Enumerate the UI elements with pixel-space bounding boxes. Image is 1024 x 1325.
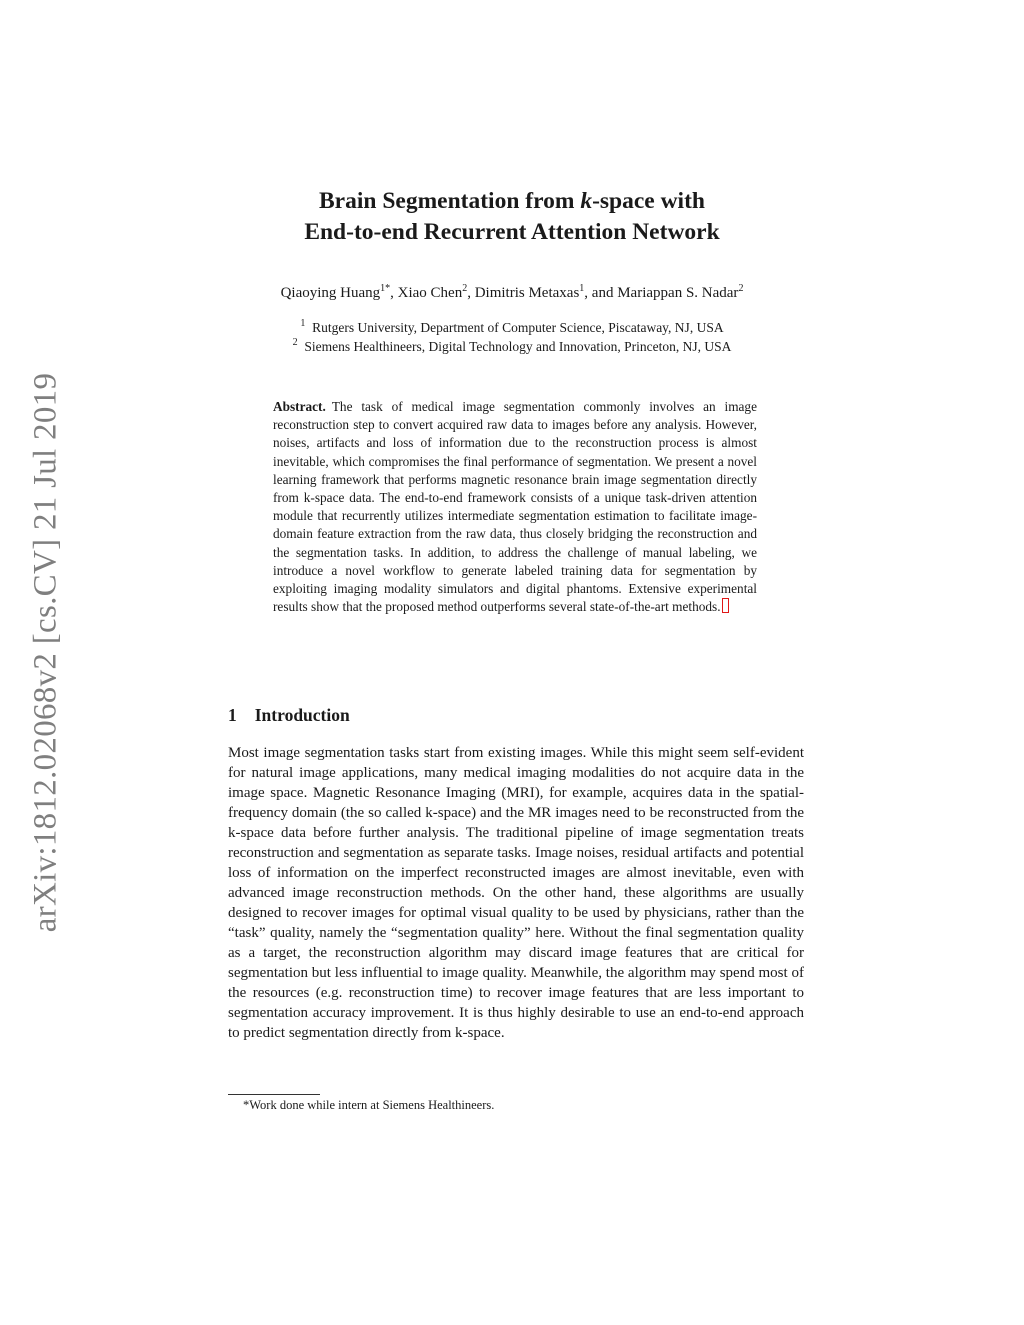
author-list: Qiaoying Huang$^{1*}$, Xiao Chen$^2$, Dimitris Metaxas$^1$, and Mariappan S. Nadar$^2$: [280, 283, 744, 301]
footnote: *Work done while intern at Siemens Healthineers.: [243, 1098, 495, 1112]
section-number: 1: [228, 705, 237, 725]
author: Xiao Chen$^2$: [397, 283, 468, 301]
arxiv-identifier-stamp: [26, 362, 66, 942]
title-line-1: Brain Segmentation from k-space with: [319, 188, 705, 214]
footnote-divider: [228, 1094, 320, 1095]
arxiv-identifier-text: arXiv:1812.02068v2 [cs.CV] 21 Jul 2019: [27, 372, 64, 932]
abstract-text: The task of medical image segmentation commonly involves an image reconstruction step to convert acquired raw data to images before any analysis. However, noises, artifacts and loss of information due to the reconstruction process is almost inevitable, which compromises the final performance of segmentation. We present a novel learning framework that performs magnetic resonance brain image segmentation directly from k-space data. The end-to-end framework consists of a unique task-driven attention module that recurrently utilizes intermediate segmentation estimation to facilitate image-domain feature extraction from the raw data, thus closely bridging the reconstruction and the segmentation tasks. In addition, to address the challenge of manual labeling, we introduce a novel workflow to generate labeled training data for segmentation by exploiting imaging modality simulators and digital phantoms. Extensive experimental results show that the proposed method outperforms several state-of-the-art methods.: [273, 399, 757, 615]
section-heading-introduction: [228, 704, 350, 726]
footnote-link-box[interactable]: [722, 598, 729, 613]
affiliation-1: $^1$ Rutgers University, Department of Computer Science, Piscataway, NJ, USA: [300, 318, 724, 335]
abstract-label: Abstract.: [273, 399, 326, 414]
author: Qiaoying Huang$^{1*}$: [280, 283, 391, 301]
abstract: [273, 398, 757, 616]
affiliations: [0, 318, 1024, 356]
paper-title: [0, 186, 1024, 248]
author: Mariappan S. Nadar$^2$: [617, 283, 744, 301]
section-title: Introduction: [254, 705, 350, 725]
intro-paragraph: Most image segmentation tasks start from existing images. While this might seem self-evident for natural image applications, many medical imaging modalities do not acquire data in the image space. Magnetic Resonance Imaging (MRI), for example, acquires data in the spatial-frequency domain (the so called k-space) and the MR images need to be reconstructed from the k-space data before further analysis. The traditional pipeline of image segmentation treats reconstruction and segmentation as separate tasks. Image noises, residual artifacts and potential loss of information on the imperfect reconstructed images are almost inevitable, even with advanced image reconstruction methods. On the other hand, these algorithms are usually designed to recover images for optimal visual quality to be used by physicians, rather than the “task” quality, namely the “segmentation quality” here. Without the final segmentation quality as a target, the reconstruction algorithm may discard image features that are critical for segmentation but less influential to image quality. Meanwhile, the algorithm may spend most of the resources (e.g. reconstruction time) to recover image features that are less important to segmentation accuracy improvement. It is thus highly desirable to use an end-to-end approach to predict segmentation directly from k-space.: [228, 745, 804, 1041]
title-line-2: End-to-end Recurrent Attention Network: [304, 219, 720, 245]
affiliation-2: $^2$ Siemens Healthineers, Digital Technology and Innovation, Princeton, NJ, USA: [292, 337, 732, 354]
author: Dimitris Metaxas$^1$: [474, 283, 585, 301]
